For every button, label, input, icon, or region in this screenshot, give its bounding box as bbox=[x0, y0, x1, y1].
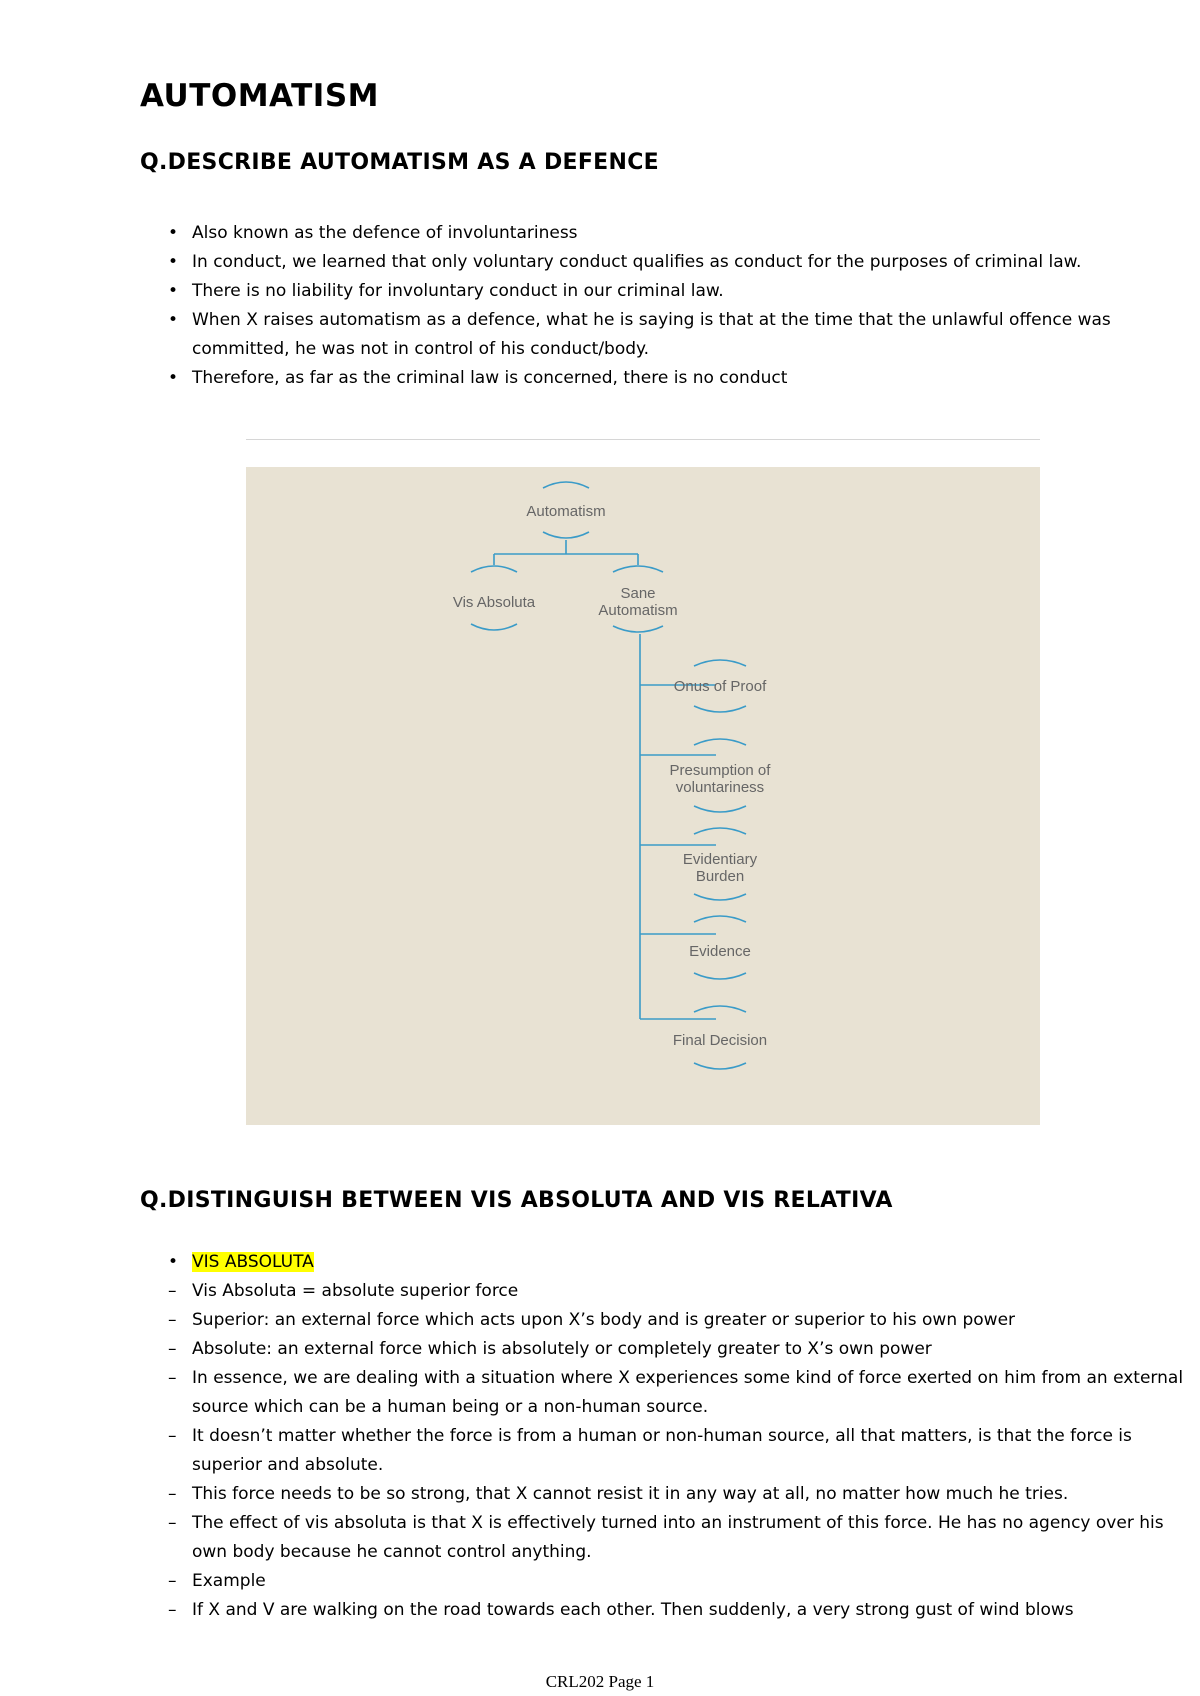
bullet-item bbox=[168, 248, 1188, 277]
bullet-marker: • bbox=[168, 223, 179, 243]
bullet-item bbox=[168, 277, 1188, 306]
automatism-diagram bbox=[246, 467, 1040, 1125]
list-item bbox=[168, 1335, 1188, 1364]
divider bbox=[246, 439, 1040, 440]
list-marker: – bbox=[168, 1339, 177, 1359]
list-marker: – bbox=[168, 1513, 177, 1533]
root-connector bbox=[494, 540, 638, 565]
bullet-text: In conduct, we learned that only voluntary conduct qualifies as conduct for the purposes of criminal law. bbox=[192, 252, 1082, 272]
arc-root-top bbox=[543, 482, 589, 488]
arc-root-bottom bbox=[543, 532, 589, 538]
list-item bbox=[168, 1277, 1188, 1306]
page-footer: CRL202 Page 1 bbox=[545, 1672, 655, 1691]
list-text: Example bbox=[192, 1571, 266, 1591]
arc-sub3-top bbox=[694, 828, 746, 834]
list-marker: – bbox=[168, 1484, 177, 1504]
bullet-item bbox=[168, 306, 1188, 364]
page-title: AUTOMATISM bbox=[140, 78, 379, 114]
diagram-root-label: Automatism bbox=[526, 503, 606, 520]
arc-right-top bbox=[613, 566, 663, 572]
arc-sub4-bottom bbox=[694, 973, 746, 979]
list-marker: – bbox=[168, 1310, 177, 1330]
arc-sub1-top bbox=[694, 660, 746, 666]
arc-right-bottom bbox=[613, 626, 663, 632]
diagram-vis-absoluta-label: Vis Absoluta bbox=[452, 594, 536, 611]
diagram-evidentiary-burden-label: Evidentiary Burden bbox=[682, 851, 758, 885]
diagram-sane-automatism-label: Sane Automatism bbox=[598, 585, 678, 619]
list-item bbox=[168, 1422, 1188, 1480]
list-text: This force needs to be so strong, that X cannot resist it in any way at all, no matter how much he tries. bbox=[192, 1484, 1069, 1504]
diagram-evidence-label: Evidence bbox=[689, 943, 751, 960]
bullet-list-describe bbox=[168, 219, 1188, 393]
bullet-list-distinguish bbox=[168, 1248, 1188, 1625]
list-item bbox=[168, 1364, 1188, 1422]
arc-left-top bbox=[471, 566, 517, 572]
list-item bbox=[168, 1596, 1188, 1625]
diagram-presumption-label: Presumption of voluntariness bbox=[669, 762, 771, 796]
arc-sub5-top bbox=[694, 1006, 746, 1012]
arc-sub1-bottom bbox=[694, 706, 746, 712]
list-text: Vis Absoluta = absolute superior force bbox=[192, 1281, 519, 1301]
bullet-marker: • bbox=[168, 368, 179, 388]
section-heading-describe: Q.DESCRIBE AUTOMATISM AS A DEFENCE bbox=[140, 150, 659, 175]
list-marker: – bbox=[168, 1600, 177, 1620]
arc-sub2-top bbox=[694, 739, 746, 745]
diagram-final-decision-label: Final Decision bbox=[672, 1032, 768, 1049]
section-heading-distinguish: Q.DISTINGUISH BETWEEN VIS ABSOLUTA AND VIS RELATIVA bbox=[140, 1188, 893, 1213]
list-text: The effect of vis absoluta is that X is effectively turned into an instrument of this force. He has no agency over his own body because he cannot control anything. bbox=[192, 1513, 1164, 1562]
diagram-graphics bbox=[246, 467, 1040, 1125]
list-marker: • bbox=[168, 1252, 179, 1272]
bullet-item bbox=[168, 219, 1188, 248]
list-item bbox=[168, 1567, 1188, 1596]
list-marker: – bbox=[168, 1426, 177, 1446]
list-text: It doesn’t matter whether the force is from a human or non-human source, all that matters, is that the force is superior and absolute. bbox=[192, 1426, 1132, 1475]
bullet-marker: • bbox=[168, 252, 179, 272]
list-text: If X and V are walking on the road towards each other. Then suddenly, a very strong gust of wind blows bbox=[192, 1600, 1074, 1620]
list-text: Absolute: an external force which is absolutely or completely greater to X’s own power bbox=[192, 1339, 932, 1359]
list-marker: – bbox=[168, 1281, 177, 1301]
highlighted-heading: VIS ABSOLUTA bbox=[192, 1252, 314, 1272]
list-text: In essence, we are dealing with a situation where X experiences some kind of force exerted on him from an external source which can be a human being or a non-human source. bbox=[192, 1368, 1184, 1417]
bullet-text: Also known as the defence of involuntariness bbox=[192, 223, 578, 243]
bullet-item bbox=[168, 364, 1188, 393]
bullet-text: There is no liability for involuntary conduct in our criminal law. bbox=[192, 281, 724, 301]
list-text: Superior: an external force which acts upon X’s body and is greater or superior to his own power bbox=[192, 1310, 1016, 1330]
list-item bbox=[168, 1480, 1188, 1509]
arc-sub5-bottom bbox=[694, 1063, 746, 1069]
list-item bbox=[168, 1509, 1188, 1567]
bullet-marker: • bbox=[168, 310, 179, 330]
arc-sub2-bottom bbox=[694, 806, 746, 812]
arc-left-bottom bbox=[471, 624, 517, 630]
list-marker: – bbox=[168, 1571, 177, 1591]
diagram-onus-of-proof-label: Onus of Proof bbox=[673, 678, 767, 695]
bullet-text: Therefore, as far as the criminal law is concerned, there is no conduct bbox=[192, 368, 788, 388]
arc-sub4-top bbox=[694, 916, 746, 922]
list-marker: – bbox=[168, 1368, 177, 1388]
bullet-marker: • bbox=[168, 281, 179, 301]
list-item bbox=[168, 1306, 1188, 1335]
arc-sub3-bottom bbox=[694, 894, 746, 900]
list-item bbox=[168, 1248, 1188, 1277]
bullet-text: When X raises automatism as a defence, what he is saying is that at the time that the unlawful offence was committed, he was not in control of his conduct/body. bbox=[192, 310, 1111, 359]
